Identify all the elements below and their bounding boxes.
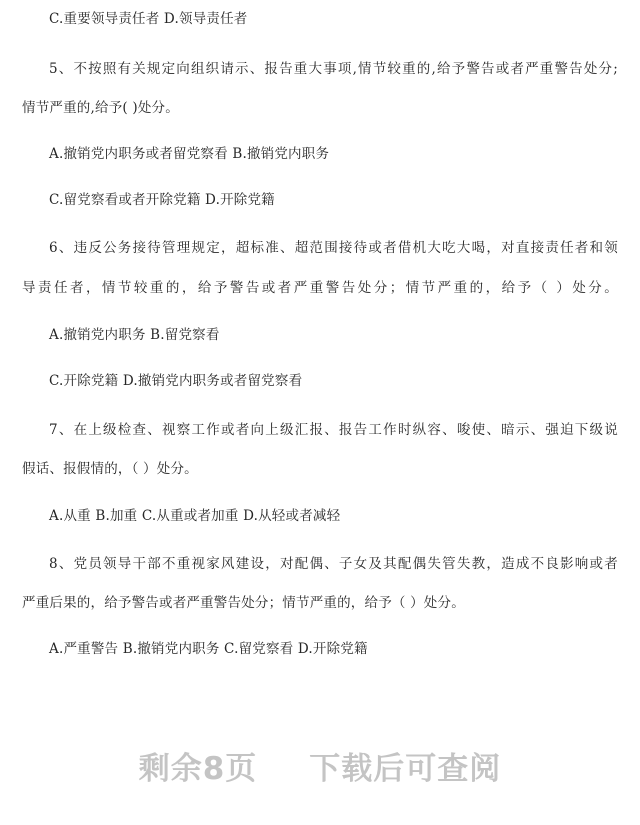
question-5-text-cont: 情节严重的,给予( )处分。 — [22, 100, 179, 116]
download-banner[interactable] — [0, 740, 640, 790]
question-8-text-cont: 严重后果的，给予警告或者严重警告处分；情节严重的，给予（ ）处分。 — [22, 595, 465, 611]
answer-options-q8: A.严重警告 B.撤销党内职务 C.留党察看 D.开除党籍 — [49, 641, 368, 657]
question-6-text-cont: 导责任者，情节较重的，给予警告或者严重警告处分；情节严重的，给予（ ）处分。 — [22, 280, 618, 296]
answer-options-q7: A.从重 B.加重 C.从重或者加重 D.从轻或者减轻 — [49, 508, 341, 524]
question-7-text-cont: 假话、报假情的，（ ）处分。 — [22, 461, 198, 477]
question-5-text: 5、不按照有关规定向组织请示、报告重大事项,情节较重的,给予警告或者严重警告处分; — [49, 61, 618, 77]
answer-options-q6-ab: A.撤销党内职务 B.留党察看 — [49, 327, 220, 343]
question-7-text: 7、在上级检查、视察工作或者向上级汇报、报告工作时纵容、唆使、暗示、强迫下级说 — [49, 422, 618, 438]
question-6-text: 6、违反公务接待管理规定，超标准、超范围接待或者借机大吃大喝，对直接责任者和领 — [49, 240, 618, 256]
answer-options-q4-cont: C.重要领导责任者 D.领导责任者 — [49, 11, 248, 27]
answer-options-q5-cd: C.留党察看或者开除党籍 D.开除党籍 — [49, 192, 275, 208]
question-8-text: 8、党员领导干部不重视家风建设，对配偶、子女及其配偶失管失教，造成不良影响或者 — [49, 556, 618, 572]
remaining-pages-text: 剩余8页 — [138, 750, 258, 787]
download-prompt-text: 下载后可查阅 — [309, 750, 502, 787]
answer-options-q6-cd: C.开除党籍 D.撤销党内职务或者留党察看 — [49, 373, 303, 389]
answer-options-q5-ab: A.撤销党内职务或者留党察看 B.撤销党内职务 — [49, 146, 330, 162]
